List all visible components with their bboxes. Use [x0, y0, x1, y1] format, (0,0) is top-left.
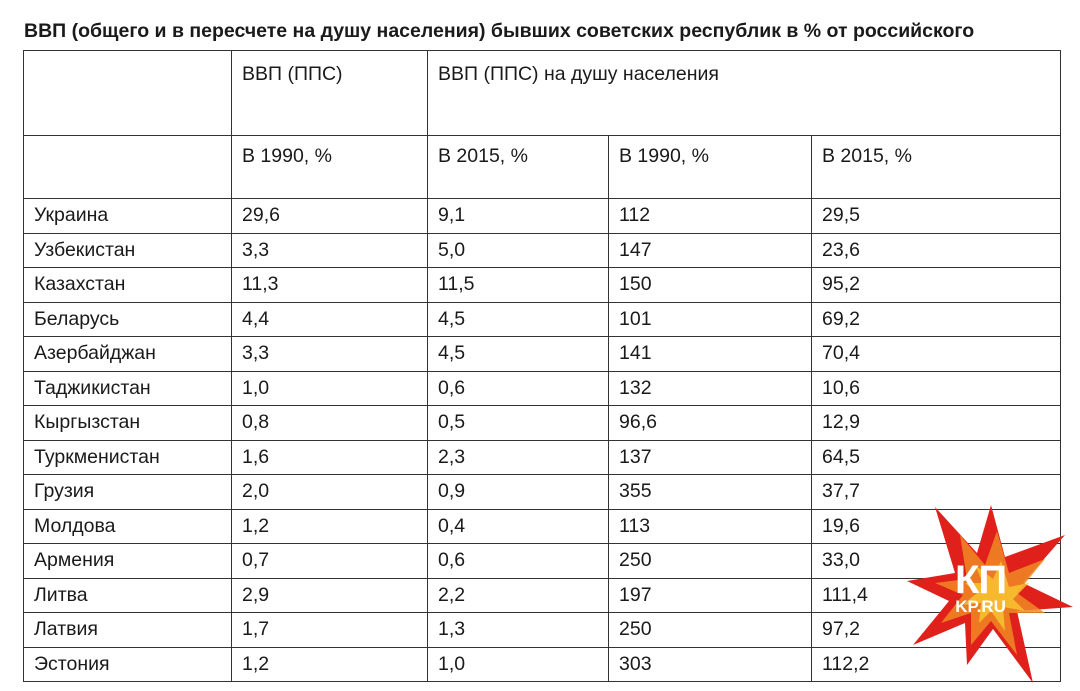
country-cell: Молдова — [24, 509, 232, 544]
pc-1990-cell: 250 — [609, 613, 812, 648]
pc-2015-cell: 70,4 — [812, 337, 1061, 372]
gdp-1990-cell: 2,9 — [232, 578, 428, 613]
header-empty-cell — [24, 51, 232, 136]
gdp-2015-cell: 1,3 — [428, 613, 609, 648]
header-row-1 — [24, 51, 1061, 136]
pc-1990-cell: 113 — [609, 509, 812, 544]
gdp-2015-cell: 5,0 — [428, 233, 609, 268]
gdp-1990-cell: 29,6 — [232, 199, 428, 234]
table-row — [24, 440, 1061, 475]
header-empty-cell — [24, 136, 232, 199]
gdp-1990-cell: 1,2 — [232, 509, 428, 544]
gdp-2015-cell: 11,5 — [428, 268, 609, 303]
pc-1990-cell: 147 — [609, 233, 812, 268]
header-gdp-per-capita: ВВП (ППС) на душу населения — [428, 51, 1061, 136]
header-gdp-2015: В 2015, % — [428, 136, 609, 199]
header-row-2 — [24, 136, 1061, 199]
country-cell: Грузия — [24, 475, 232, 510]
gdp-1990-cell: 2,0 — [232, 475, 428, 510]
gdp-2015-cell: 9,1 — [428, 199, 609, 234]
country-cell: Таджикистан — [24, 371, 232, 406]
gdp-1990-cell: 11,3 — [232, 268, 428, 303]
gdp-1990-cell: 0,8 — [232, 406, 428, 441]
country-cell: Латвия — [24, 613, 232, 648]
pc-2015-cell: 95,2 — [812, 268, 1061, 303]
pc-2015-cell: 19,6 — [812, 509, 1061, 544]
table-row — [24, 199, 1061, 234]
header-gdp: ВВП (ППС) — [232, 51, 428, 136]
table-row — [24, 406, 1061, 441]
gdp-1990-cell: 1,7 — [232, 613, 428, 648]
gdp-1990-cell: 3,3 — [232, 337, 428, 372]
country-cell: Украина — [24, 199, 232, 234]
gdp-1990-cell: 0,7 — [232, 544, 428, 579]
pc-1990-cell: 150 — [609, 268, 812, 303]
pc-1990-cell: 101 — [609, 302, 812, 337]
country-cell: Эстония — [24, 647, 232, 682]
table-row — [24, 233, 1061, 268]
gdp-2015-cell: 2,2 — [428, 578, 609, 613]
gdp-2015-cell: 1,0 — [428, 647, 609, 682]
pc-2015-cell: 29,5 — [812, 199, 1061, 234]
kp-logo-sub: KP.RU — [955, 597, 1006, 616]
pc-2015-cell: 33,0 — [812, 544, 1061, 579]
pc-1990-cell: 197 — [609, 578, 812, 613]
pc-2015-cell: 111,4 — [812, 578, 1061, 613]
pc-1990-cell: 132 — [609, 371, 812, 406]
pc-2015-cell: 12,9 — [812, 406, 1061, 441]
table-row — [24, 302, 1061, 337]
pc-1990-cell: 141 — [609, 337, 812, 372]
pc-2015-cell: 112,2 — [812, 647, 1061, 682]
gdp-2015-cell: 4,5 — [428, 337, 609, 372]
country-cell: Азербайджан — [24, 337, 232, 372]
pc-2015-cell: 37,7 — [812, 475, 1061, 510]
country-cell: Казахстан — [24, 268, 232, 303]
pc-1990-cell: 355 — [609, 475, 812, 510]
country-cell: Кыргызстан — [24, 406, 232, 441]
gdp-2015-cell: 0,4 — [428, 509, 609, 544]
header-pc-2015: В 2015, % — [812, 136, 1061, 199]
country-cell: Армения — [24, 544, 232, 579]
pc-1990-cell: 303 — [609, 647, 812, 682]
gdp-1990-cell: 1,6 — [232, 440, 428, 475]
pc-2015-cell: 10,6 — [812, 371, 1061, 406]
gdp-1990-cell: 1,2 — [232, 647, 428, 682]
gdp-2015-cell: 0,6 — [428, 544, 609, 579]
pc-1990-cell: 250 — [609, 544, 812, 579]
gdp-2015-cell: 0,9 — [428, 475, 609, 510]
table-row — [24, 371, 1061, 406]
country-cell: Литва — [24, 578, 232, 613]
kp-logo-text — [955, 560, 1006, 615]
gdp-2015-cell: 0,5 — [428, 406, 609, 441]
table-row — [24, 268, 1061, 303]
gdp-2015-cell: 0,6 — [428, 371, 609, 406]
country-cell: Узбекистан — [24, 233, 232, 268]
country-cell: Туркменистан — [24, 440, 232, 475]
table-row — [24, 337, 1061, 372]
pc-1990-cell: 96,6 — [609, 406, 812, 441]
header-gdp-1990: В 1990, % — [232, 136, 428, 199]
pc-2015-cell: 97,2 — [812, 613, 1061, 648]
pc-2015-cell: 23,6 — [812, 233, 1061, 268]
gdp-2015-cell: 2,3 — [428, 440, 609, 475]
kp-logo-main: КП — [955, 558, 1007, 602]
pc-2015-cell: 64,5 — [812, 440, 1061, 475]
page-title: ВВП (общего и в пересчете на душу населения) бывших советских республик в % от российского — [24, 20, 975, 42]
gdp-2015-cell: 4,5 — [428, 302, 609, 337]
country-cell: Беларусь — [24, 302, 232, 337]
gdp-1990-cell: 4,4 — [232, 302, 428, 337]
pc-2015-cell: 69,2 — [812, 302, 1061, 337]
pc-1990-cell: 137 — [609, 440, 812, 475]
gdp-1990-cell: 1,0 — [232, 371, 428, 406]
pc-1990-cell: 112 — [609, 199, 812, 234]
header-pc-1990: В 1990, % — [609, 136, 812, 199]
gdp-1990-cell: 3,3 — [232, 233, 428, 268]
